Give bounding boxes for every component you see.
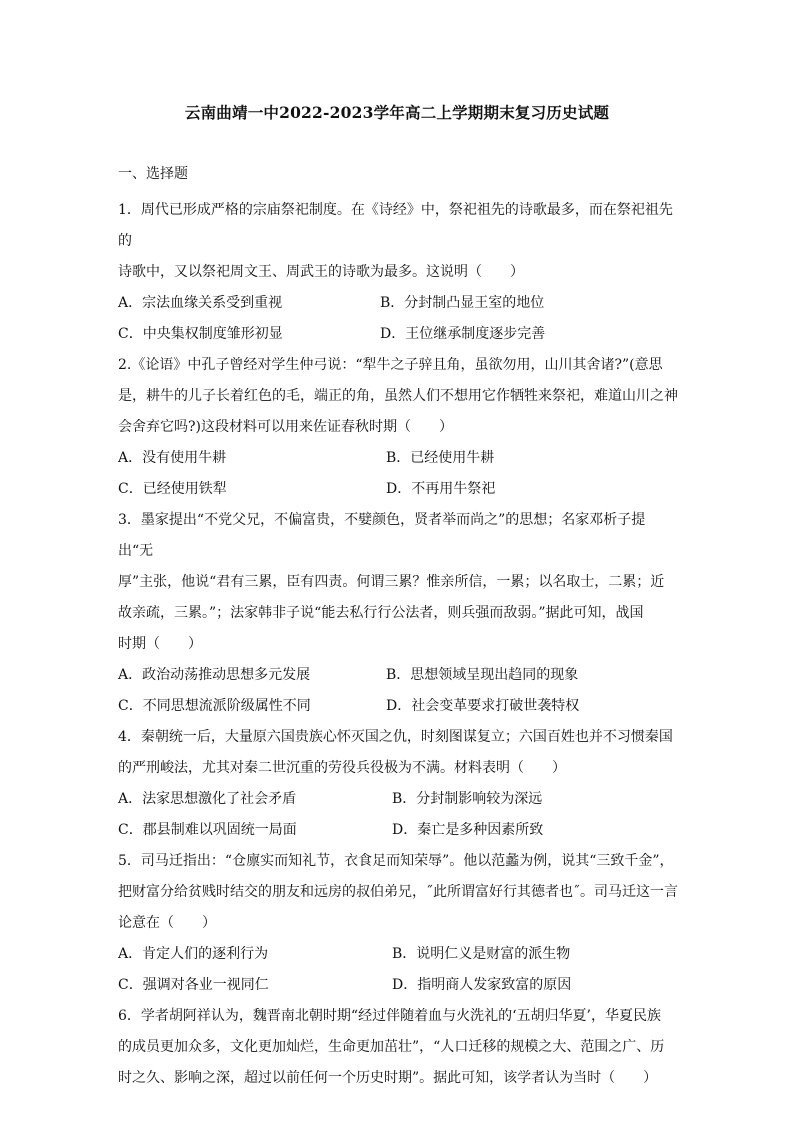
question-2 bbox=[118, 350, 678, 505]
option-b: B．已经使用牛耕 bbox=[386, 450, 495, 466]
option-b: B．分封制凸显王室的地位 bbox=[380, 295, 545, 311]
question-stem-line: 故亲疏，三累。”；法家韩非子说“能去私行行公法者，则兵强而敌弱。”据此可知，战国 bbox=[118, 605, 644, 621]
option-d: D．社会变革要求打破世袭特权 bbox=[386, 698, 580, 714]
option-row bbox=[118, 660, 678, 691]
section-heading: 一、选择题 bbox=[118, 166, 188, 182]
option-b: B．思想领域呈现出趋同的现象 bbox=[386, 667, 579, 683]
question-stem-line: 厚”主张，他说“君有三累，臣有四责。何谓三累？惟亲所信，一累；以名取士，二累；近 bbox=[118, 574, 665, 590]
option-c: C．不同思想流派阶级属性不同 bbox=[118, 698, 311, 714]
question-5 bbox=[118, 846, 678, 1001]
option-a: A．没有使用牛耕 bbox=[118, 450, 227, 466]
option-b: B．分封制影响较为深远 bbox=[392, 791, 543, 807]
question-4 bbox=[118, 722, 678, 846]
question-stem-line: 时期（ ） bbox=[118, 636, 202, 652]
option-d: D．秦亡是多种因素所致 bbox=[392, 822, 544, 838]
option-c: C．已经使用铁犁 bbox=[118, 481, 227, 497]
question-stem-line: 1．周代已形成严格的宗庙祭祀制度。在《诗经》中，祭祀祖先的诗歌最多，而在祭祀祖先的 bbox=[118, 202, 673, 249]
option-row bbox=[118, 443, 678, 474]
question-stem-line: 3．墨家提出“不党父兄，不偏富贵，不嬖颜色，贤者举而尚之”的思想；名家邓析子提出“无 bbox=[118, 512, 646, 559]
option-row bbox=[118, 319, 678, 350]
option-c: C．强调对各业一视同仁 bbox=[118, 977, 269, 993]
question-stem-line: 是，耕牛的儿子长着红色的毛，端正的角，虽然人们不想用它作牺牲来祭祀，难道山川之神 bbox=[118, 388, 678, 404]
question-stem-line: 论意在（ ） bbox=[118, 915, 216, 931]
option-row bbox=[118, 691, 678, 722]
option-row bbox=[118, 784, 678, 815]
question-stem-line: 2.《论语》中孔子曾经对学生仲弓说：“犁牛之子骍且角，虽欲勿用，山川其舍诸?”(意思 bbox=[118, 357, 663, 373]
question-stem-line: 6．学者胡阿祥认为，魏晋南北朝时期“经过伴随着血与火洗礼的‘五胡归华夏’，华夏民族 bbox=[118, 1008, 661, 1024]
question-6 bbox=[118, 1001, 678, 1094]
question-list bbox=[118, 195, 678, 1094]
question-stem-line: 的严刑峻法，尤其对秦二世沉重的劳役兵役极为不满。材料表明（ ） bbox=[118, 760, 566, 776]
question-stem-line: 5．司马迁指出：“仓廪实而知礼节，衣食足而知荣辱”。他以范蠡为例，说其“三致千金”， bbox=[118, 853, 674, 869]
option-row bbox=[118, 474, 678, 505]
option-d: D．不再用牛祭祀 bbox=[386, 481, 496, 497]
question-stem-line: 的成员更加众多，文化更加灿烂，生命更加茁壮”，“人口迁移的规模之大、范围之广、历 bbox=[118, 1039, 665, 1055]
question-stem-line: 把财富分给贫贱时结交的朋友和远房的叔伯弟兄，˝此所谓富好行其德者也˝。司马迁这一言 bbox=[118, 884, 678, 900]
option-a: A．法家思想激化了社会矛盾 bbox=[118, 791, 297, 807]
option-row bbox=[118, 939, 678, 970]
option-a: A．政治动荡推动思想多元发展 bbox=[118, 667, 311, 683]
option-d: D．王位继承制度逐步完善 bbox=[380, 326, 546, 342]
option-row bbox=[118, 815, 678, 846]
option-b: B．说明仁义是财富的派生物 bbox=[392, 946, 571, 962]
exam-title: 云南曲靖一中2022-2023学年高二上学期期末复习历史试题 bbox=[184, 103, 610, 122]
question-stem-line: 诗歌中，又以祭祀周文王、周武王的诗歌为最多。这说明（ ） bbox=[118, 264, 524, 280]
option-c: C．中央集权制度雏形初显 bbox=[118, 326, 283, 342]
option-c: C．郡县制难以巩固统一局面 bbox=[118, 822, 297, 838]
question-stem-line: 会舍弃它吗?)这段材料可以用来佐证春秋时期（ ） bbox=[118, 419, 453, 435]
question-stem-line: 4．秦朝统一后，大量原六国贵族心怀灭国之仇，时刻图谋复立；六国百姓也并不习惯秦国 bbox=[118, 729, 673, 745]
option-a: A．宗法血缘关系受到重视 bbox=[118, 295, 283, 311]
question-3 bbox=[118, 505, 678, 722]
option-row bbox=[118, 970, 678, 1001]
option-a: A．肯定人们的逐利行为 bbox=[118, 946, 269, 962]
question-stem-line: 时之久、影响之深，超过以前任何一个历史时期”。据此可知，该学者认为当时（ ） bbox=[118, 1070, 658, 1086]
question-1 bbox=[118, 195, 678, 350]
option-row bbox=[118, 288, 678, 319]
option-d: D．指明商人发家致富的原因 bbox=[392, 977, 572, 993]
